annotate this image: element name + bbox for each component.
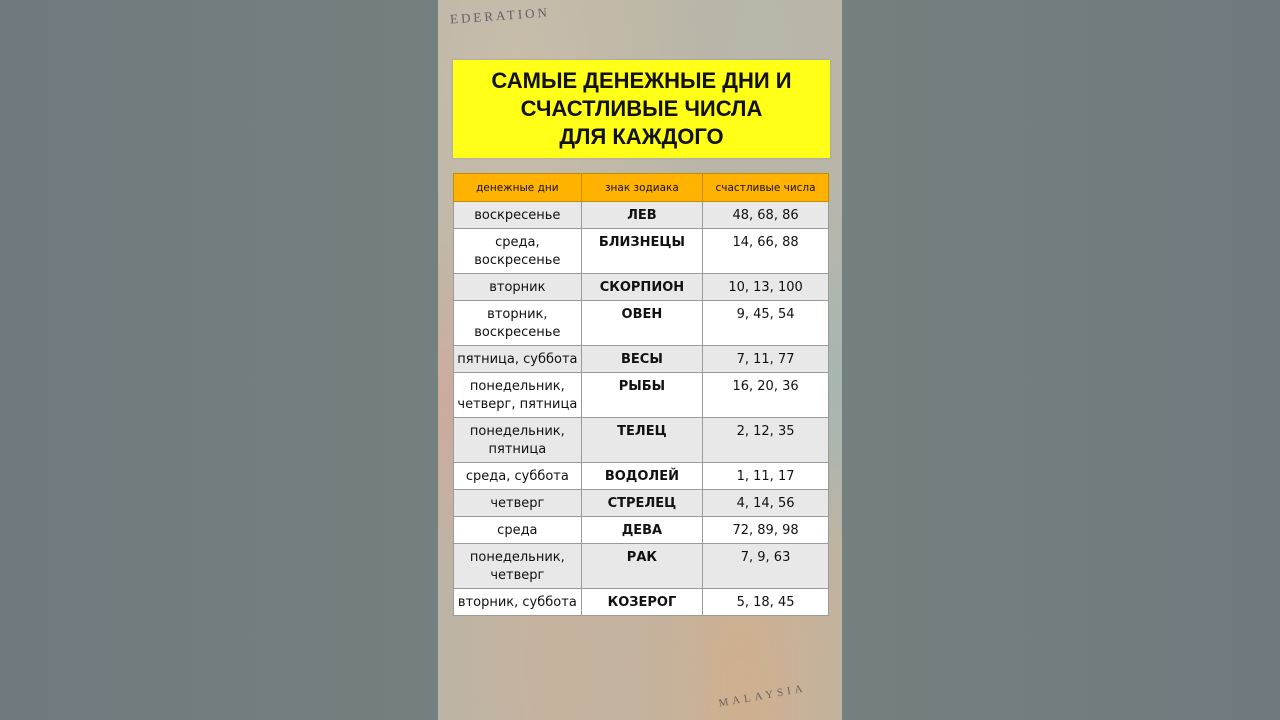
cell-sign: ДЕВА [581, 517, 702, 544]
cell-sign: СТРЕЛЕЦ [581, 490, 702, 517]
title-banner [453, 60, 830, 158]
cell-days: вторник [454, 274, 582, 301]
zodiac-table [453, 173, 829, 616]
cell-sign: ТЕЛЕЦ [581, 418, 702, 463]
header-zodiac-sign: знак зодиака [581, 174, 702, 202]
cell-sign: КОЗЕРОГ [581, 589, 702, 616]
cell-numbers: 16, 20, 36 [703, 373, 829, 418]
map-label-federation: EDERATION [449, 4, 551, 27]
cell-numbers: 4, 14, 56 [703, 490, 829, 517]
cell-numbers: 1, 11, 17 [703, 463, 829, 490]
table-row [454, 301, 829, 346]
table-row [454, 589, 829, 616]
table-row [454, 544, 829, 589]
map-label-malaysia: MALAYSIA [717, 682, 808, 710]
cell-numbers: 2, 12, 35 [703, 418, 829, 463]
table-row [454, 229, 829, 274]
cell-days: среда, воскресенье [454, 229, 582, 274]
left-blur-margin [0, 0, 438, 720]
cell-days: понедельник, четверг, пятница [454, 373, 582, 418]
table-row [454, 418, 829, 463]
cell-days: четверг [454, 490, 582, 517]
cell-days: пятница, суббота [454, 346, 582, 373]
cell-days: среда, суббота [454, 463, 582, 490]
title-line-3: ДЛЯ КАЖДОГО [559, 124, 724, 149]
cell-numbers: 9, 45, 54 [703, 301, 829, 346]
cell-days: среда [454, 517, 582, 544]
table-row [454, 346, 829, 373]
title-line-1: САМЫЕ ДЕНЕЖНЫЕ ДНИ И [491, 68, 792, 93]
cell-sign: ВЕСЫ [581, 346, 702, 373]
cell-sign: СКОРПИОН [581, 274, 702, 301]
cell-days: понедельник, пятница [454, 418, 582, 463]
table-row [454, 202, 829, 229]
cell-numbers: 5, 18, 45 [703, 589, 829, 616]
cell-numbers: 14, 66, 88 [703, 229, 829, 274]
title-line-2: СЧАСТЛИВЫЕ ЧИСЛА [520, 96, 763, 121]
cell-numbers: 10, 13, 100 [703, 274, 829, 301]
cell-numbers: 7, 9, 63 [703, 544, 829, 589]
cell-sign: ОВЕН [581, 301, 702, 346]
right-blur-margin [842, 0, 1280, 720]
table-row [454, 490, 829, 517]
cell-sign: РАК [581, 544, 702, 589]
cell-sign: ЛЕВ [581, 202, 702, 229]
cell-numbers: 72, 89, 98 [703, 517, 829, 544]
table-row [454, 274, 829, 301]
header-lucky-numbers: счастливые числа [703, 174, 829, 202]
table-row [454, 517, 829, 544]
cell-numbers: 48, 68, 86 [703, 202, 829, 229]
header-money-days: денежные дни [454, 174, 582, 202]
table-row [454, 373, 829, 418]
cell-days: воскресенье [454, 202, 582, 229]
cell-days: вторник, воскресенье [454, 301, 582, 346]
cell-sign: РЫБЫ [581, 373, 702, 418]
table-header-row [454, 174, 829, 202]
cell-days: вторник, суббота [454, 589, 582, 616]
table-row [454, 463, 829, 490]
cell-sign: БЛИЗНЕЦЫ [581, 229, 702, 274]
cell-days: понедельник, четверг [454, 544, 582, 589]
cell-numbers: 7, 11, 77 [703, 346, 829, 373]
cell-sign: ВОДОЛЕЙ [581, 463, 702, 490]
